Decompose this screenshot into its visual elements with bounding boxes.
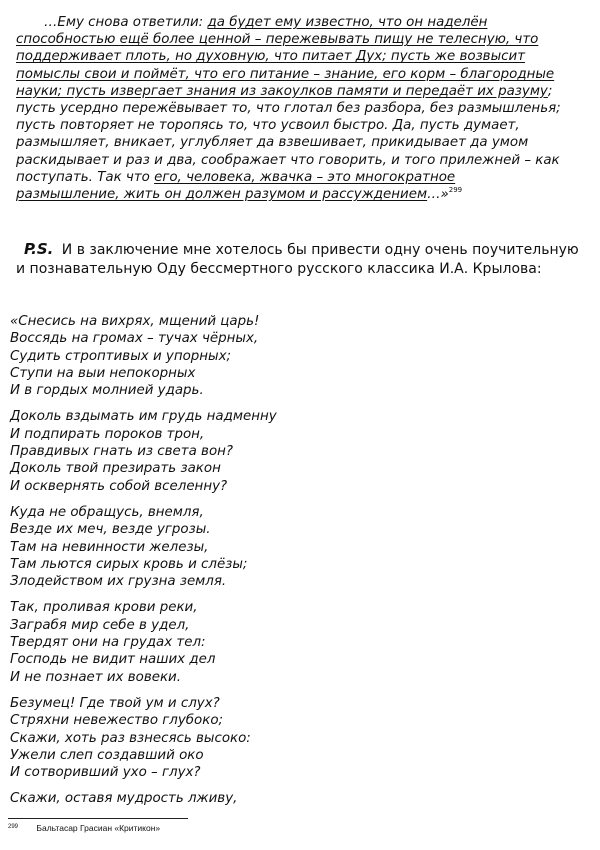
quote-line	[16, 100, 582, 117]
quote-underlined-text: помыслы свои и поймёт, что его питание – знание, его корм – благородные	[16, 66, 555, 82]
poem-line: «Снесись на вихрях, мщений царь!	[10, 314, 260, 329]
quote-text: поступать. Так что	[16, 169, 155, 185]
poem-line: Злодейством их грузна земля.	[10, 574, 227, 590]
footnote	[8, 823, 160, 833]
poem-line: Ступи на выи непокорных	[10, 365, 196, 381]
ps-mark: P.S.	[24, 240, 54, 258]
footnote-divider	[8, 818, 188, 819]
quote-line	[16, 152, 582, 169]
quote-underlined-text: да будет ему известно, что он наделён	[207, 15, 488, 30]
quote-underlined-text: поддерживает плоть, но духовную, что питает Дух; пусть же возвысит	[16, 49, 526, 65]
poem-stanza	[10, 313, 570, 399]
poem-stanza	[10, 504, 570, 590]
poem-stanza	[10, 599, 570, 685]
poem-stanza	[10, 695, 570, 781]
poem-line: Твердят они на грудах тел:	[10, 635, 206, 651]
poem-block	[10, 313, 570, 817]
poem-line: Доколь твой презирать закон	[10, 461, 221, 477]
quote-underlined-text: способностью ещё более ценной – пережевывать пищу не телесную, что	[16, 32, 539, 48]
poem-line: Там на невинности железы,	[10, 539, 209, 555]
quote-line	[16, 186, 582, 203]
quote-text: пусть повторяет не торопясь то, что усвоил быстро. Да, пусть думает,	[16, 118, 520, 134]
quote-text: ;	[547, 83, 553, 99]
poem-stanza	[10, 408, 570, 494]
quote-line	[16, 117, 582, 134]
poem-line: Куда не обращусь, внемля,	[10, 504, 204, 520]
footnote-number: 299	[8, 824, 19, 830]
quote-text: …Ему снова ответили:	[44, 15, 208, 30]
poem-line: Господь не видит наших дел	[10, 652, 216, 668]
quote-underlined-text: размышление, жить он должен разумом и рассуждением	[16, 187, 428, 203]
footnote-reference: 299	[448, 186, 463, 195]
poem-line: Ужели слеп создавший око	[10, 747, 204, 763]
quote-line	[16, 14, 582, 31]
poem-line: Везде их меч, везде угрозы.	[10, 522, 211, 538]
quote-text: размышляет, вникает, углубляет да взвешивает, прикидывает да умом	[16, 135, 529, 151]
poem-line: Доколь вздымать им грудь надменну	[10, 409, 277, 425]
quote-text: …»	[427, 187, 449, 203]
quote-text: раскидывает и раз и два, соображает что говорить, и того прилежней – как	[16, 152, 560, 168]
quote-text: пусть усердно пережёвывает то, что глотал без разбора, без размышленья;	[16, 101, 561, 117]
ps-paragraph	[16, 240, 582, 279]
poem-line: И осквернять собой вселенну?	[10, 478, 228, 494]
quote-underlined-text: науки; пусть извергает знания из закоулков памяти и передаёт их разуму	[16, 83, 548, 99]
quote-block	[16, 14, 582, 203]
quote-line	[16, 48, 582, 65]
poem-line: Скажи, хоть раз взнесясь высоко:	[10, 730, 251, 746]
poem-line: И в гордых молнией ударь.	[10, 383, 204, 399]
quote-line	[16, 66, 582, 83]
poem-line: Судить строптивых и упорных;	[10, 348, 232, 364]
quote-line	[16, 31, 582, 48]
poem-line: Безумец! Где твой ум и слух?	[10, 695, 220, 711]
poem-line: Заграбя мир себе в удел,	[10, 617, 190, 633]
poem-line: Воссядь на громах – тучах чёрных,	[10, 331, 259, 347]
poem-line: Стряхни невежество глубоко;	[10, 713, 224, 729]
quote-line	[16, 134, 582, 151]
poem-line: Так, проливая крови реки,	[10, 600, 198, 616]
quote-line	[16, 83, 582, 100]
poem-line: Правдивых гнать из света вон?	[10, 444, 233, 460]
poem-stanza	[10, 790, 570, 807]
poem-line: И не познает их вовеки.	[10, 669, 181, 685]
poem-line: И подпирать пороков трон,	[10, 426, 205, 442]
ps-text: И в заключение мне хотелось бы привести одну очень поучительную и познавательную Оду бессмертного русского классика И.А. Крылова:	[16, 242, 579, 277]
poem-line: И сотворивший ухо – глух?	[10, 765, 201, 781]
quote-line	[16, 169, 582, 186]
poem-line: Там льются сирых кровь и слёзы;	[10, 556, 248, 572]
poem-line: Скажи, оставя мудрость лживу,	[10, 791, 238, 807]
footnote-text: Бальтасар Грасиан «Критикон»	[36, 823, 161, 833]
quote-underlined-text: его, человека, жвачка – это многократное	[154, 169, 456, 185]
